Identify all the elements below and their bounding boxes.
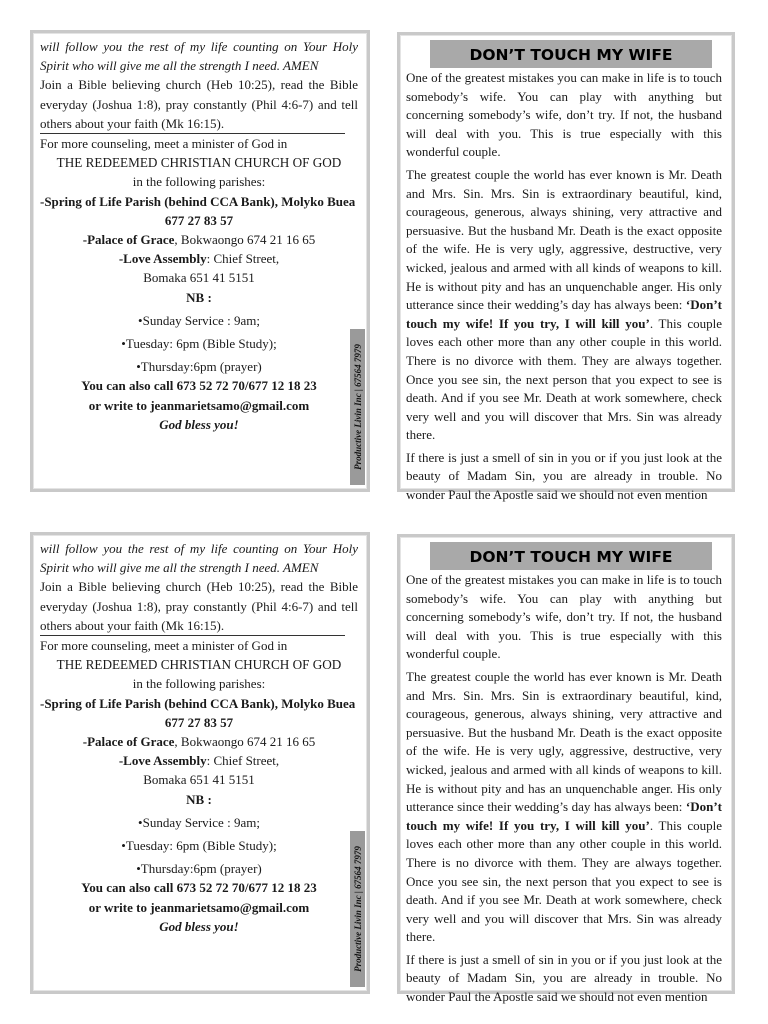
paragraph-3: If there is just a smell of sin in you or if you just look at the beauty of Madam Sin, you are already in trouble. No wonder Paul the Apostle said we should not even mention (406, 449, 722, 503)
paragraph-1: One of the greatest mistakes you can make in life is to touch somebody’s wife. You can play with anything but concerning somebody’s wife, don’t try. If not, the husband will deal with you. This is true especially with this wonderful couple. (406, 70, 722, 160)
paragraph-2: The greatest couple the world has ever known is Mr. Death and Mrs. Sin. Mrs. Sin is extraordinary beautiful, kind, courageous, generous, always shining, very attractive and persuasive. But the husband Mr. Death is the exact opposite of the wife. He is very ugly, aggressive, destructive, very wicked, jealous and armed with all kinds of weapons to kill. He is without pity and has an unquenchable anger. His only utterance since their wedding’s day has always been: ‘Don’t touch my wife! If you try, I will kill you’. This couple loves each other more than any other couple in this world. There is no divorce with them. They are always together. Once you see sin, the next person that you expect to see is death. And if you see Mr. Death at work somewhere, check very well and you will discover that Mrs. Sin was already there. (406, 166, 722, 443)
parishes-intro: in the following parishes: (132, 676, 266, 692)
counseling-line: For more counseling, meet a minister of God in (40, 136, 288, 152)
tract-body (406, 69, 722, 509)
closing-prayer: will follow you the rest of my life counting on Your Holy Spirit who will give me all the strength I need. AMEN (40, 541, 358, 576)
parish-spring-of-life: -Spring of Life Parish (behind CCA Bank), Molyko Buea (40, 695, 356, 711)
blessing: God bless you! (159, 918, 239, 934)
tract-back-panel-bottom (30, 532, 370, 994)
parish-spring-of-life-phone: 677 27 83 57 (164, 714, 234, 730)
nb-label: NB : (186, 791, 212, 807)
tract-body (406, 571, 722, 1011)
parish-spring-of-life: -Spring of Life Parish (behind CCA Bank), Molyko Buea (40, 193, 356, 209)
service-thursday: •Thursday:6pm (prayer) (136, 359, 262, 375)
parishes-intro: in the following parishes: (132, 174, 266, 190)
publisher-tag: Productive Livin Inc | 67564 7979 (350, 831, 365, 987)
church-name: THE REDEEMED CHRISTIAN CHURCH OF GOD (56, 155, 342, 171)
call-numbers: You can also call 673 52 72 70/677 12 18 23 (81, 880, 317, 896)
call-numbers: You can also call 673 52 72 70/677 12 18 23 (81, 378, 317, 394)
service-tuesday: •Tuesday: 6pm (Bible Study); (121, 838, 277, 854)
tract-front-panel-bottom (397, 534, 735, 1005)
parish-palace-of-grace: -Palace of Grace, Bokwaongo 674 21 16 65 (82, 734, 316, 750)
parish-love-assembly: -Love Assembly: Chief Street, (118, 251, 280, 267)
parish-love-assembly-location: Bomaka 651 41 5151 (143, 270, 255, 286)
paragraph-1: One of the greatest mistakes you can make in life is to touch somebody’s wife. You can play with anything but concerning somebody’s wife, don’t try. If not, the husband will deal with you. This is true especially with this wonderful couple. (406, 572, 722, 662)
parish-love-assembly-location: Bomaka 651 41 5151 (143, 772, 255, 788)
service-thursday: •Thursday:6pm (prayer) (136, 861, 262, 877)
publisher-tag: Productive Livin Inc | 67564 7979 (350, 329, 365, 485)
paragraph-3: If there is just a smell of sin in you or if you just look at the beauty of Madam Sin, you are already in trouble. No wonder Paul the Apostle said we should not even mention (406, 951, 722, 1005)
nb-label: NB : (186, 289, 212, 305)
join-church-paragraph: Join a Bible believing church (Heb 10:25), read the Bible everyday (Joshua 1:8), pray constantly (Phil 4:6-7) and tell others about your faith (Mk 16:15). (40, 579, 358, 633)
service-tuesday: •Tuesday: 6pm (Bible Study); (121, 336, 277, 352)
email-line: or write to jeanmarietsamo@gmail.com (88, 899, 310, 915)
church-name: THE REDEEMED CHRISTIAN CHURCH OF GOD (56, 657, 342, 673)
counseling-line: For more counseling, meet a minister of God in (40, 638, 288, 654)
tract-front-panel-top (397, 32, 735, 503)
email-line: or write to jeanmarietsamo@gmail.com (88, 397, 310, 413)
parish-palace-of-grace: -Palace of Grace, Bokwaongo 674 21 16 65 (82, 232, 316, 248)
tract-back-panel-top (30, 30, 370, 492)
service-sunday: •Sunday Service : 9am; (138, 814, 260, 830)
tract-title: DON’T TOUCH MY WIFE (430, 40, 712, 68)
service-sunday: •Sunday Service : 9am; (138, 312, 260, 328)
parish-love-assembly: -Love Assembly: Chief Street, (118, 753, 280, 769)
blessing: God bless you! (159, 416, 239, 432)
closing-prayer: will follow you the rest of my life counting on Your Holy Spirit who will give me all the strength I need. AMEN (40, 39, 358, 74)
tract-back-content (40, 37, 358, 434)
parish-spring-of-life-phone: 677 27 83 57 (164, 212, 234, 228)
tract-title: DON’T TOUCH MY WIFE (430, 542, 712, 570)
tract-back-content (40, 539, 358, 936)
paragraph-2: The greatest couple the world has ever known is Mr. Death and Mrs. Sin. Mrs. Sin is extraordinary beautiful, kind, courageous, generous, always shining, very attractive and persuasive. But the husband Mr. Death is the exact opposite of the wife. He is very ugly, aggressive, destructive, very wicked, jealous and armed with all kinds of weapons to kill. He is without pity and has an unquenchable anger. His only utterance since their wedding’s day has always been: ‘Don’t touch my wife! If you try, I will kill you’. This couple loves each other more than any other couple in this world. There is no divorce with them. They are always together. Once you see sin, the next person that you expect to see is death. And if you see Mr. Death at work somewhere, check very well and you will discover that Mrs. Sin was already there. (406, 668, 722, 945)
join-church-paragraph: Join a Bible believing church (Heb 10:25), read the Bible everyday (Joshua 1:8), pray constantly (Phil 4:6-7) and tell others about your faith (Mk 16:15). (40, 77, 358, 131)
